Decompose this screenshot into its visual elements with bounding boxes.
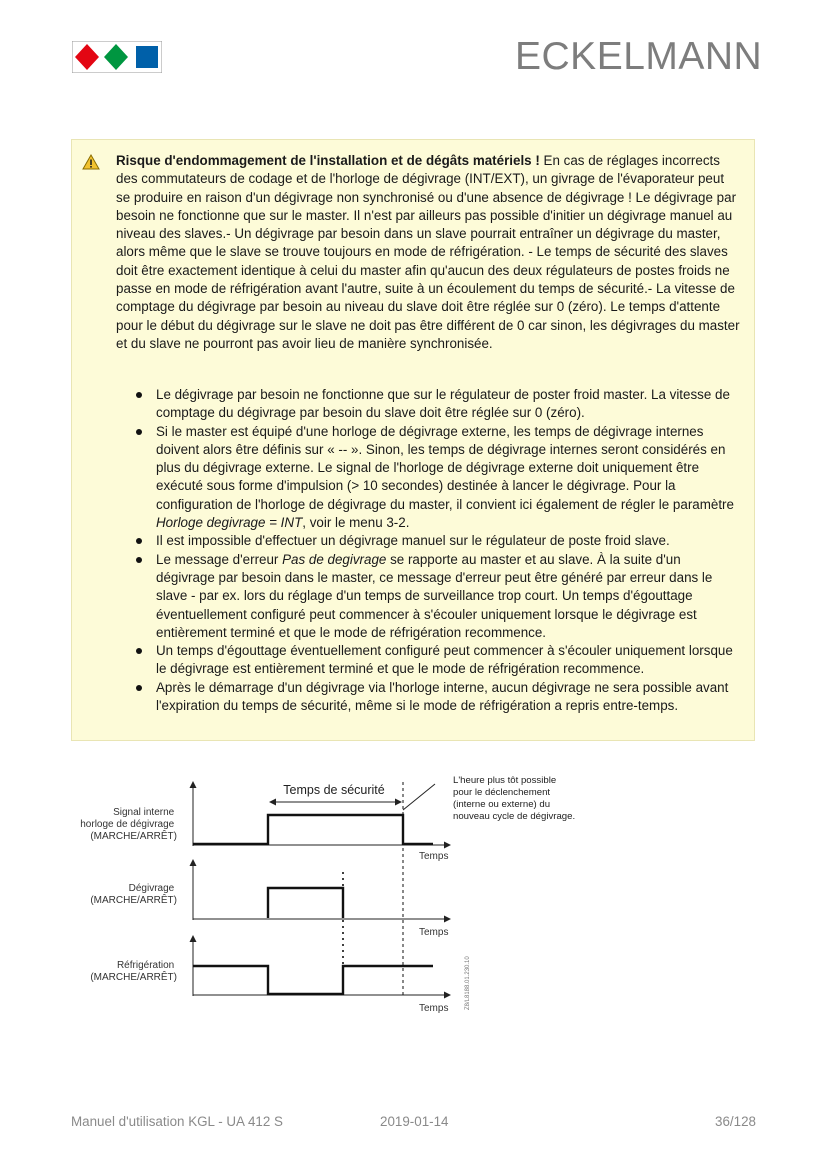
safety-time-label: Temps de sécurité <box>283 783 385 797</box>
time-label: Temps <box>419 1003 449 1014</box>
timing-diagram <box>70 770 610 1020</box>
logo-blue-square <box>136 46 158 68</box>
list-item: Le dégivrage par besoin ne fonctionne que sur le régulateur de poster froid master. La vitesse de comptage du dégivrage par besoin du slave doit être réglée sur 0 (zéro). <box>136 386 742 423</box>
list-item: Le message d'erreur Pas de degivrage se rapporte au master et au slave. À la suite d'un dégivrage par besoin dans le master, ce message d'erreur peut être généré par erreur dans le slave - par ex. lors du réglage d'un temps de surveillance trop court. Un temps d'égouttage éventuellement configuré peut commencer à s'écouler uniquement lorsque le dégivrage est entièrement terminé et que le mode de réfrigération recommence. <box>136 551 742 642</box>
bullet-icon <box>136 538 142 544</box>
bullet-icon <box>136 429 142 435</box>
warning-paragraph <box>116 152 740 353</box>
warning-body: En cas de réglages incorrects des commutateurs de codage et de l'horloge de dégivrage (INT/EXT), un givrage de l'évaporateur peut se produire en raison d'un dégivrage non synchronisé ou d'une absence de dégivrage ! Le dégivrage par besoin ne fonctionne que sur le master. Il n'est par ailleurs pas possible d'initier un dégivrage manuel au niveau des slaves.- Un dégivrage par besoin dans un slave pourrait entraîner un dégivrage du master, alors même que le slave se trouve toujours en mode de réfrigération. - Le temps de sécurité des slaves doit être exactement identique à celui du master afin qu'aucun des deux régulateurs de postes froids ne passe en mode de réfrigération avant l'autre, suite à un écoulement du temps de sécurité.- La vitesse de comptage du dégivrage par besoin au niveau du slave doit être réglée sur 0 (zéro). Le temps d'attente pour le début du dégivrage sur le slave ne doit pas être différent de 0 car sinon, les dégivrages du master et du slave ne pourront pas avoir lieu de manière synchronisée. <box>116 153 740 351</box>
signal2-label: Dégivrage (MARCHE/ARRÊT) <box>90 883 177 906</box>
signal3-waveform <box>193 966 433 994</box>
bullet-icon <box>136 648 142 654</box>
figure-id: Z8/L8188.01.230.10 <box>465 956 471 1010</box>
bullet-icon <box>136 392 142 398</box>
signal1-label: Signal interne horloge de dégivrage (MARCHE/ARRÊT) <box>80 807 177 842</box>
footer-manual-title: Manuel d'utilisation KGL - UA 412 S <box>71 1114 283 1129</box>
time-label: Temps <box>419 927 449 938</box>
signal1-waveform <box>193 815 433 844</box>
brand-name: ECKELMANN <box>515 35 763 78</box>
warning-icon <box>82 154 100 170</box>
list-item: Après le démarrage d'un dégivrage via l'horloge interne, aucun dégivrage ne sera possible avant l'expiration du temps de sécurité, même si le mode de réfrigération a repris entre-temps. <box>136 679 742 716</box>
signal2-waveform <box>268 888 343 918</box>
footer-page-number: 36/128 <box>715 1114 756 1129</box>
time-label: Temps <box>419 851 449 862</box>
signal3-label: Réfrigération (MARCHE/ARRÊT) <box>90 960 177 983</box>
warning-bullet-list <box>136 386 742 715</box>
list-item: Un temps d'égouttage éventuellement configuré peut commencer à s'écouler uniquement lorsque le dégivrage est entièrement terminé et que le mode de réfrigération recommence. <box>136 642 742 679</box>
list-item: Si le master est équipé d'une horloge de dégivrage externe, les temps de dégivrage internes doivent alors être définis sur « -- ». Sinon, les temps de dégivrage internes seront considérés en plus du dégivrage externe. Le signal de l'horloge de dégivrage externe doit uniquement être exécuté sous forme d'impulsion (> 10 secondes) destinée à lancer le dégivrage. Pour la configuration de l'horloge de dégivrage du master, il convient ici également de régler le paramètre Horloge degivrage = INT, voir le menu 3-2. <box>136 423 742 533</box>
bullet-icon <box>136 685 142 691</box>
earliest-trigger-note: L'heure plus tôt possible pour le déclenchement (interne ou externe) du nouveau cycle de dégivrage. <box>453 775 576 822</box>
company-logo <box>72 41 162 73</box>
list-item: Il est impossible d'effectuer un dégivrage manuel sur le régulateur de poste froid slave. <box>136 532 742 550</box>
footer-date: 2019-01-14 <box>380 1114 449 1129</box>
warning-title: Risque d'endommagement de l'installation et de dégâts matériels ! <box>116 153 540 168</box>
bullet-icon <box>136 557 142 563</box>
